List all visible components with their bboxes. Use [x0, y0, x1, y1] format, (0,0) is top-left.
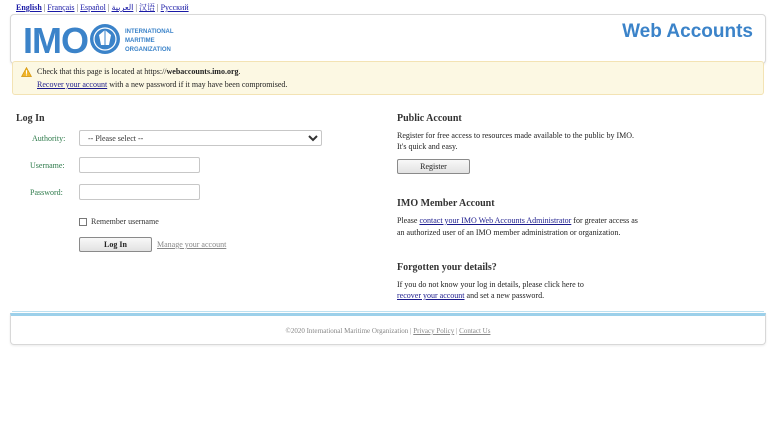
notice-text: with a new password if it may have been compromised. — [107, 80, 288, 89]
lang-separator: | — [76, 3, 79, 12]
username-label: Username: — [30, 161, 65, 170]
remember-checkbox[interactable] — [79, 218, 87, 226]
lang-french[interactable]: Français — [47, 3, 75, 12]
imo-emblem-icon — [90, 24, 120, 54]
notice-line2 — [37, 80, 287, 89]
imo-logo[interactable] — [21, 21, 201, 57]
notice-domain: webaccounts.imo.org — [166, 67, 239, 76]
contact-us-link[interactable]: Contact Us — [459, 327, 491, 335]
copyright-text: ©2020 International Maritime Organization | — [285, 327, 414, 335]
page-title: Web Accounts — [622, 21, 753, 42]
logo-org-line3: ORGANIZATION — [125, 47, 171, 53]
logo-text: IMO — [23, 21, 88, 57]
login-button[interactable]: Log In — [79, 237, 152, 252]
lang-chinese[interactable]: 汉语 — [139, 3, 155, 12]
warning-icon — [21, 67, 32, 77]
remember-label: Remember username — [91, 217, 159, 226]
member-text: Please — [397, 216, 420, 225]
member-text: for greater access as — [571, 216, 638, 225]
lang-russian[interactable]: Русский — [160, 3, 189, 12]
public-account-heading: Public Account — [397, 113, 462, 124]
notice-text: . — [238, 67, 241, 76]
footer-text — [11, 327, 765, 335]
forgotten-line2 — [397, 290, 544, 301]
forgotten-heading: Forgotten your details? — [397, 262, 497, 273]
forgotten-line1: If you do not know your log in details, please click here to — [397, 280, 584, 289]
security-notice — [12, 61, 764, 95]
login-heading: Log In — [16, 113, 45, 124]
logo-org-line2: MARITIME — [125, 38, 155, 44]
member-account-line2: an authorized user of an IMO member administration or organization. — [397, 228, 621, 237]
manage-account-link[interactable]: Manage your account — [157, 240, 227, 249]
authority-label: Authority: — [32, 134, 66, 143]
public-account-line2: It's quick and easy. — [397, 142, 458, 151]
member-account-line1 — [397, 215, 638, 226]
forgotten-text: and set a new password. — [464, 291, 545, 300]
register-button[interactable]: Register — [397, 159, 470, 174]
lang-arabic[interactable]: العربية — [111, 3, 134, 12]
contact-admin-link[interactable]: contact your IMO Web Accounts Administrator — [419, 216, 572, 225]
lang-separator: | — [135, 3, 137, 12]
recover-account-link-2[interactable]: recover your account — [397, 291, 465, 300]
language-bar — [16, 2, 189, 13]
public-account-line1: Register for free access to resources made available to the public by IMO. — [397, 131, 635, 140]
notice-line1 — [37, 67, 241, 76]
header-card — [10, 14, 766, 64]
password-input[interactable] — [79, 184, 200, 200]
lang-spanish[interactable]: Español — [80, 3, 106, 12]
lang-separator: | — [43, 3, 46, 12]
footer-separator: | — [454, 327, 460, 335]
lang-separator: | — [157, 3, 159, 12]
password-label: Password: — [30, 188, 63, 197]
authority-select[interactable] — [79, 130, 322, 146]
privacy-policy-link[interactable]: Privacy Policy — [413, 327, 455, 335]
member-account-heading: IMO Member Account — [397, 198, 495, 209]
footer — [10, 313, 766, 345]
lang-english[interactable]: English — [16, 3, 42, 12]
lang-separator: | — [107, 3, 110, 12]
notice-text: Check that this page is located at https:// — [37, 67, 167, 76]
username-input[interactable] — [79, 157, 200, 173]
recover-account-link[interactable]: Recover your account — [37, 80, 108, 89]
logo-org-line1: INTERNATIONAL — [125, 29, 174, 35]
footer-divider — [12, 311, 764, 312]
